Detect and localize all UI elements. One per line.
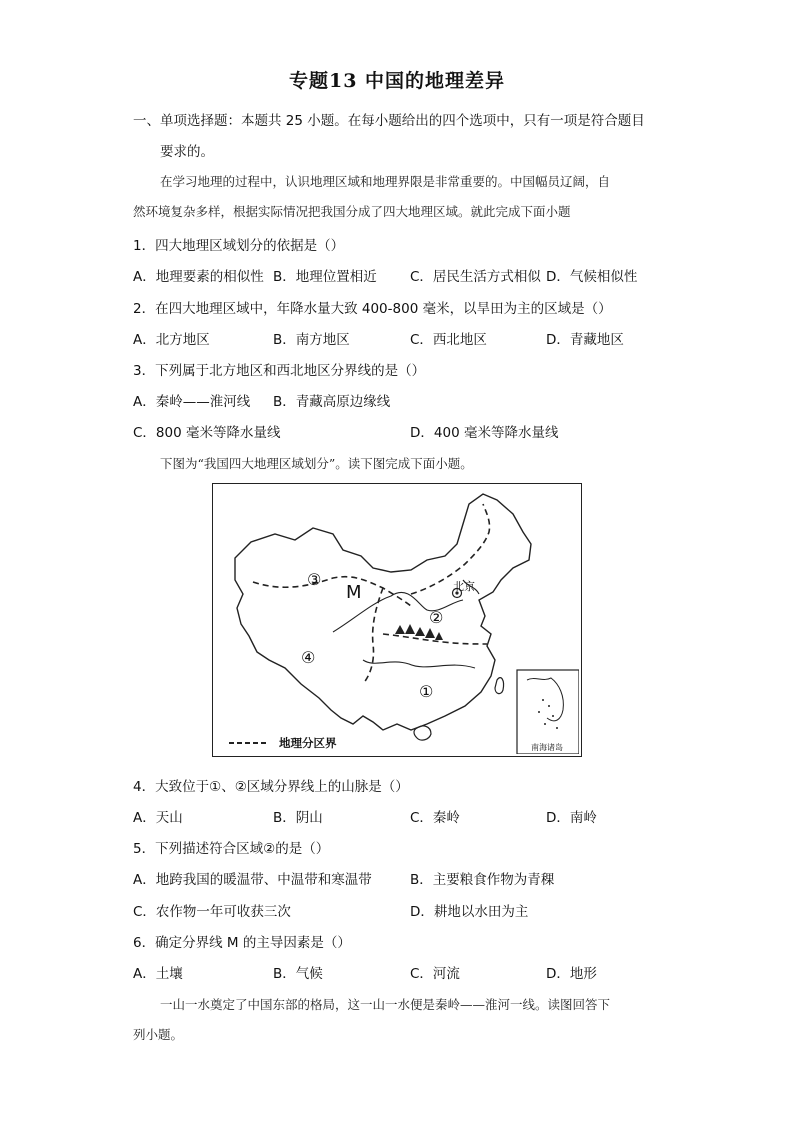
question-3-option-b: B．青藏高原边缘线 (273, 394, 391, 410)
question-2-stem: 2．在四大地理区域中，年降水量大致 400-800 毫米，以旱田为主的区域是（） (133, 301, 612, 317)
question-1-option-c: C．居民生活方式相似 (410, 269, 541, 285)
question-6-option-b: B．气候 (273, 966, 323, 982)
yangtze-river (363, 660, 475, 668)
page-title: 专题13 中国的地理差异 (288, 70, 506, 92)
question-1-option-d: D．气候相似性 (546, 269, 638, 285)
region-label-3: ③ (307, 570, 322, 589)
question-2-option-b: B．南方地区 (273, 332, 350, 348)
china-outline (235, 494, 531, 730)
legend-label: 地理分区界 (279, 736, 337, 750)
question-3-option-d: D．400 毫米等降水量线 (410, 425, 559, 441)
region-label-2: ② (429, 608, 444, 627)
intro-paragraph-1-line1: 在学习地理的过程中，认识地理区域和地理界限是非常重要的。中国幅员辽阔，自 (160, 174, 611, 189)
boundary-label-m: M (346, 582, 362, 603)
intro-paragraph-1-line2: 然环境复杂多样，根据实际情况把我国分成了四大地理区域。就此完成下面小题 (133, 204, 571, 219)
map-intro: 下图为“我国四大地理区域划分”。读下图完成下面小题。 (160, 456, 473, 471)
boundary-qinling-huaihe (383, 634, 487, 644)
question-2-option-a: A．北方地区 (133, 332, 210, 348)
inset-label: 南海诸岛 (531, 743, 563, 752)
question-1-option-b: B．地理位置相近 (273, 269, 377, 285)
question-6-option-c: C．河流 (410, 966, 460, 982)
question-5-option-a: A．地跨我国的暖温带、中温带和寒温带 (133, 872, 372, 888)
intro-paragraph-3-line1: 一山一水奠定了中国东部的格局，这一山一水便是秦岭——淮河一线。读图回答下 (160, 997, 611, 1012)
question-6-option-d: D．地形 (546, 966, 597, 982)
question-5-option-b: B．主要粮食作物为青稞 (410, 872, 555, 888)
boundary-qinghai-tibet (363, 588, 383, 684)
question-5-option-c: C．农作物一年可收获三次 (133, 904, 291, 920)
hainan-island (414, 726, 431, 740)
question-3-stem: 3．下列属于北方地区和西北地区分界线的是（） (133, 363, 426, 379)
intro-paragraph-3-line2: 列小题。 (133, 1027, 184, 1042)
boundary-line-m (253, 577, 411, 606)
boundary-northeast (411, 504, 490, 594)
question-4-option-c: C．秦岭 (410, 810, 460, 826)
region-label-1: ① (419, 682, 434, 701)
question-5-option-d: D．耕地以水田为主 (410, 904, 529, 920)
question-3-option-c: C．800 毫米等降水量线 (133, 425, 281, 441)
question-2-option-d: D．青藏地区 (546, 332, 624, 348)
question-5-stem: 5．下列描述符合区域②的是（） (133, 841, 330, 857)
region-label-4: ④ (301, 648, 316, 667)
question-4-option-d: D．南岭 (546, 810, 597, 826)
question-2-option-c: C．西北地区 (410, 332, 487, 348)
question-1-option-a: A．地理要素的相似性 (133, 269, 264, 285)
question-4-option-a: A．天山 (133, 810, 183, 826)
question-1-stem: 1．四大地理区域划分的依据是（） (133, 238, 345, 254)
china-map-graphic (213, 484, 579, 754)
question-6-option-a: A．土壤 (133, 966, 183, 982)
china-regions-map (212, 483, 582, 757)
beijing-label: 北京 (453, 580, 475, 593)
question-6-stem: 6．确定分界线 M 的主导因素是（） (133, 935, 351, 951)
question-3-option-a: A．秦岭——淮河线 (133, 394, 251, 410)
question-4-option-b: B．阴山 (273, 810, 323, 826)
section-heading-line1: 一、单项选择题：本题共 25 小题。在每小题给出的四个选项中，只有一项是符合题目 (133, 113, 645, 129)
question-4-stem: 4．大致位于①、②区域分界线上的山脉是（） (133, 779, 409, 795)
taiwan-island (495, 678, 504, 694)
section-heading-line2: 要求的。 (160, 144, 214, 160)
